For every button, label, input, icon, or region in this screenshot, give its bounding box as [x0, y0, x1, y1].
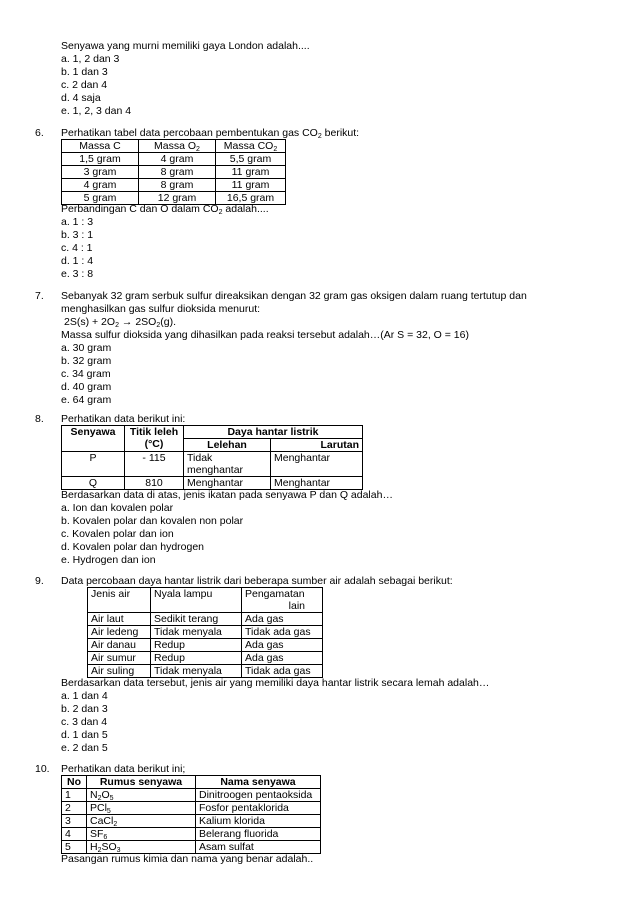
q9-option-e: e. 2 dan 5: [61, 742, 108, 754]
q6-option-a: a. 1 : 3: [61, 216, 94, 228]
q9-cell: Tidak ada gas: [242, 665, 323, 678]
q10-header-nama: Nama senyawa: [196, 776, 321, 789]
q9-table: [87, 587, 323, 678]
q7-stem-1: Sebanyak 32 gram serbuk sulfur direaksikan dengan 32 gram gas oksigen dalam ruang tertutup dan: [61, 290, 527, 302]
q6-option-d: d. 1 : 4: [61, 255, 94, 267]
q6-table: [61, 139, 286, 205]
q6-header-massa-co2: Massa $CO_2$: [216, 140, 286, 153]
q9-option-d: d. 1 dan 5: [61, 729, 108, 741]
q8-option-c: c. Kovalen polar dan ion: [61, 528, 174, 540]
q6-cell: 11 gram: [216, 166, 286, 179]
q6-option-e: e. 3 : 8: [61, 268, 94, 280]
q10-stem: Perhatikan data berikut ini;: [61, 763, 186, 775]
q6-cell: 8 gram: [139, 179, 216, 192]
q9-cell: Air sumur: [88, 652, 151, 665]
q10-cell-no: 2: [62, 802, 87, 815]
q10-cell-no: 1: [62, 789, 87, 802]
q8-header-lelehan: Lelehan: [184, 439, 271, 452]
q6-cell: 11 gram: [216, 179, 286, 192]
q9-header-nyala-lampu: Nyala lampu: [151, 588, 242, 613]
q10-header-no: No: [62, 776, 87, 789]
q8-cell: P: [62, 452, 125, 477]
q8-question: Berdasarkan data di atas, jenis ikatan pada senyawa P dan Q adalah…: [61, 489, 393, 501]
q7-option-b: b. 32 gram: [61, 355, 112, 367]
q7-number: 7.: [35, 290, 44, 302]
q6-cell: 5 gram: [62, 192, 139, 205]
q10-cell-name: Belerang fluorida: [196, 828, 321, 841]
q10-cell-name: Kalium klorida: [196, 815, 321, 828]
q7-equation: $2S(s) + 2O_2 \to 2SO_2(g)$.: [64, 316, 176, 329]
q6-stem: Perhatikan tabel data percobaan pembentukan gas $CO_2$ berikut:: [61, 127, 360, 140]
q6-cell: 4 gram: [62, 179, 139, 192]
q6-option-c: c. 4 : 1: [61, 242, 93, 254]
q6-cell: 8 gram: [139, 166, 216, 179]
q7-stem-2: menghasilkan gas sulfur dioksida menurut:: [61, 303, 261, 315]
q5-option-a: a. 1, 2 dan 3: [61, 53, 120, 65]
q9-cell: Air suling: [88, 665, 151, 678]
q9-option-b: b. 2 dan 3: [61, 703, 108, 715]
q8-option-b: b. Kovalen polar dan kovalen non polar: [61, 515, 244, 527]
q8-table: [61, 425, 363, 490]
q7-option-c: c. 34 gram: [61, 368, 111, 380]
q7-stem-3: Massa sulfur dioksida yang dihasilkan pada reaksi tersebut adalah…(Ar S = 32, O = 16): [61, 329, 469, 341]
q9-option-c: c. 3 dan 4: [61, 716, 108, 728]
q8-option-a: a. Ion dan kovalen polar: [61, 502, 174, 514]
q9-option-a: a. 1 dan 4: [61, 690, 108, 702]
q10-cell-formula: $H_2SO_3$: [87, 841, 196, 854]
q9-number: 9.: [35, 575, 44, 587]
q8-option-e: e. Hydrogen dan ion: [61, 554, 156, 566]
q7-option-e: e. 64 gram: [61, 394, 112, 406]
q9-cell: Air ledeng: [88, 626, 151, 639]
q9-question: Berdasarkan data tersebut, jenis air yang memiliki daya hantar listrik secara lemah adalah…: [61, 677, 490, 689]
q8-cell: Tidak menghantar: [184, 452, 271, 477]
q9-stem: Data percobaan daya hantar listrik dari beberapa sumber air adalah sebagai berikut:: [61, 575, 453, 587]
q5-option-e: e. 1, 2, 3 dan 4: [61, 105, 132, 117]
q10-cell-formula: CaCl$_2$: [87, 815, 196, 828]
q10-cell-formula: $N_2O_5$: [87, 789, 196, 802]
q10-cell-name: Asam sulfat: [196, 841, 321, 854]
q6-cell: 3 gram: [62, 166, 139, 179]
q6-option-b: b. 3 : 1: [61, 229, 94, 241]
q10-cell-formula: $SF_6$: [87, 828, 196, 841]
q10-cell-no: 4: [62, 828, 87, 841]
q8-cell: Menghantar: [184, 477, 271, 490]
q6-header-massa-o2: Massa $O_2$: [139, 140, 216, 153]
q10-cell-name: Dinitroogen pentaoksida: [196, 789, 321, 802]
q9-cell: Air danau: [88, 639, 151, 652]
q8-cell: 810: [125, 477, 184, 490]
q8-cell: Menghantar: [271, 452, 363, 477]
q5-option-c: c. 2 dan 4: [61, 79, 108, 91]
q6-question: Perbandingan C dan O dalam $CO_2$ adalah....: [61, 203, 269, 216]
q6-header-massa-c: Massa C: [62, 140, 139, 153]
q6-cell: 1,5 gram: [62, 153, 139, 166]
q9-cell: Ada gas: [242, 652, 323, 665]
q9-cell: Redup: [151, 639, 242, 652]
q10-cell-no: 5: [62, 841, 87, 854]
q9-cell: Air laut: [88, 613, 151, 626]
q9-cell: Tidak menyala: [151, 626, 242, 639]
q10-header-rumus: Rumus senyawa: [87, 776, 196, 789]
q8-stem: Perhatikan data berikut ini:: [61, 413, 186, 425]
q10-cell-name: Fosfor pentaklorida: [196, 802, 321, 815]
q7-option-d: d. 40 gram: [61, 381, 112, 393]
q10-number: 10.: [35, 763, 50, 775]
q6-number: 6.: [35, 127, 44, 139]
q8-number: 8.: [35, 413, 44, 425]
q6-cell: 5,5 gram: [216, 153, 286, 166]
q10-cell-no: 3: [62, 815, 87, 828]
q8-header-larutan: Larutan: [271, 439, 363, 452]
q9-cell: Tidak ada gas: [242, 626, 323, 639]
q8-header-daya-hantar: Daya hantar listrik: [184, 426, 363, 439]
q8-cell: Q: [62, 477, 125, 490]
q5-option-b: b. 1 dan 3: [61, 66, 108, 78]
q9-cell: Redup: [151, 652, 242, 665]
q8-option-d: d. Kovalen polar dan hydrogen: [61, 541, 205, 553]
q10-cell-formula: PCl$_5$: [87, 802, 196, 815]
q8-header-senyawa: Senyawa: [62, 426, 125, 452]
q9-header-jenis-air: Jenis air: [88, 588, 151, 613]
q5-option-d: d. 4 saja: [61, 92, 101, 104]
q6-cell: 16,5 gram: [216, 192, 286, 205]
q6-cell: 12 gram: [139, 192, 216, 205]
q8-header-titik-leleh: Titik leleh (°C): [125, 426, 184, 452]
q9-header-pengamatan: Pengamatan lain: [242, 588, 323, 613]
q8-cell: - 115: [125, 452, 184, 477]
q10-question: Pasangan rumus kimia dan nama yang benar adalah..: [61, 853, 314, 865]
q10-table: [61, 775, 321, 854]
q9-cell: Sedikit terang: [151, 613, 242, 626]
arrow-right-icon: →: [118, 316, 136, 328]
q8-cell: Menghantar: [271, 477, 363, 490]
q9-cell: Ada gas: [242, 639, 323, 652]
q5-stem: Senyawa yang murni memiliki gaya London adalah....: [61, 40, 310, 52]
q6-cell: 4 gram: [139, 153, 216, 166]
q9-cell: Ada gas: [242, 613, 323, 626]
q9-cell: Tidak menyala: [151, 665, 242, 678]
q7-option-a: a. 30 gram: [61, 342, 112, 354]
